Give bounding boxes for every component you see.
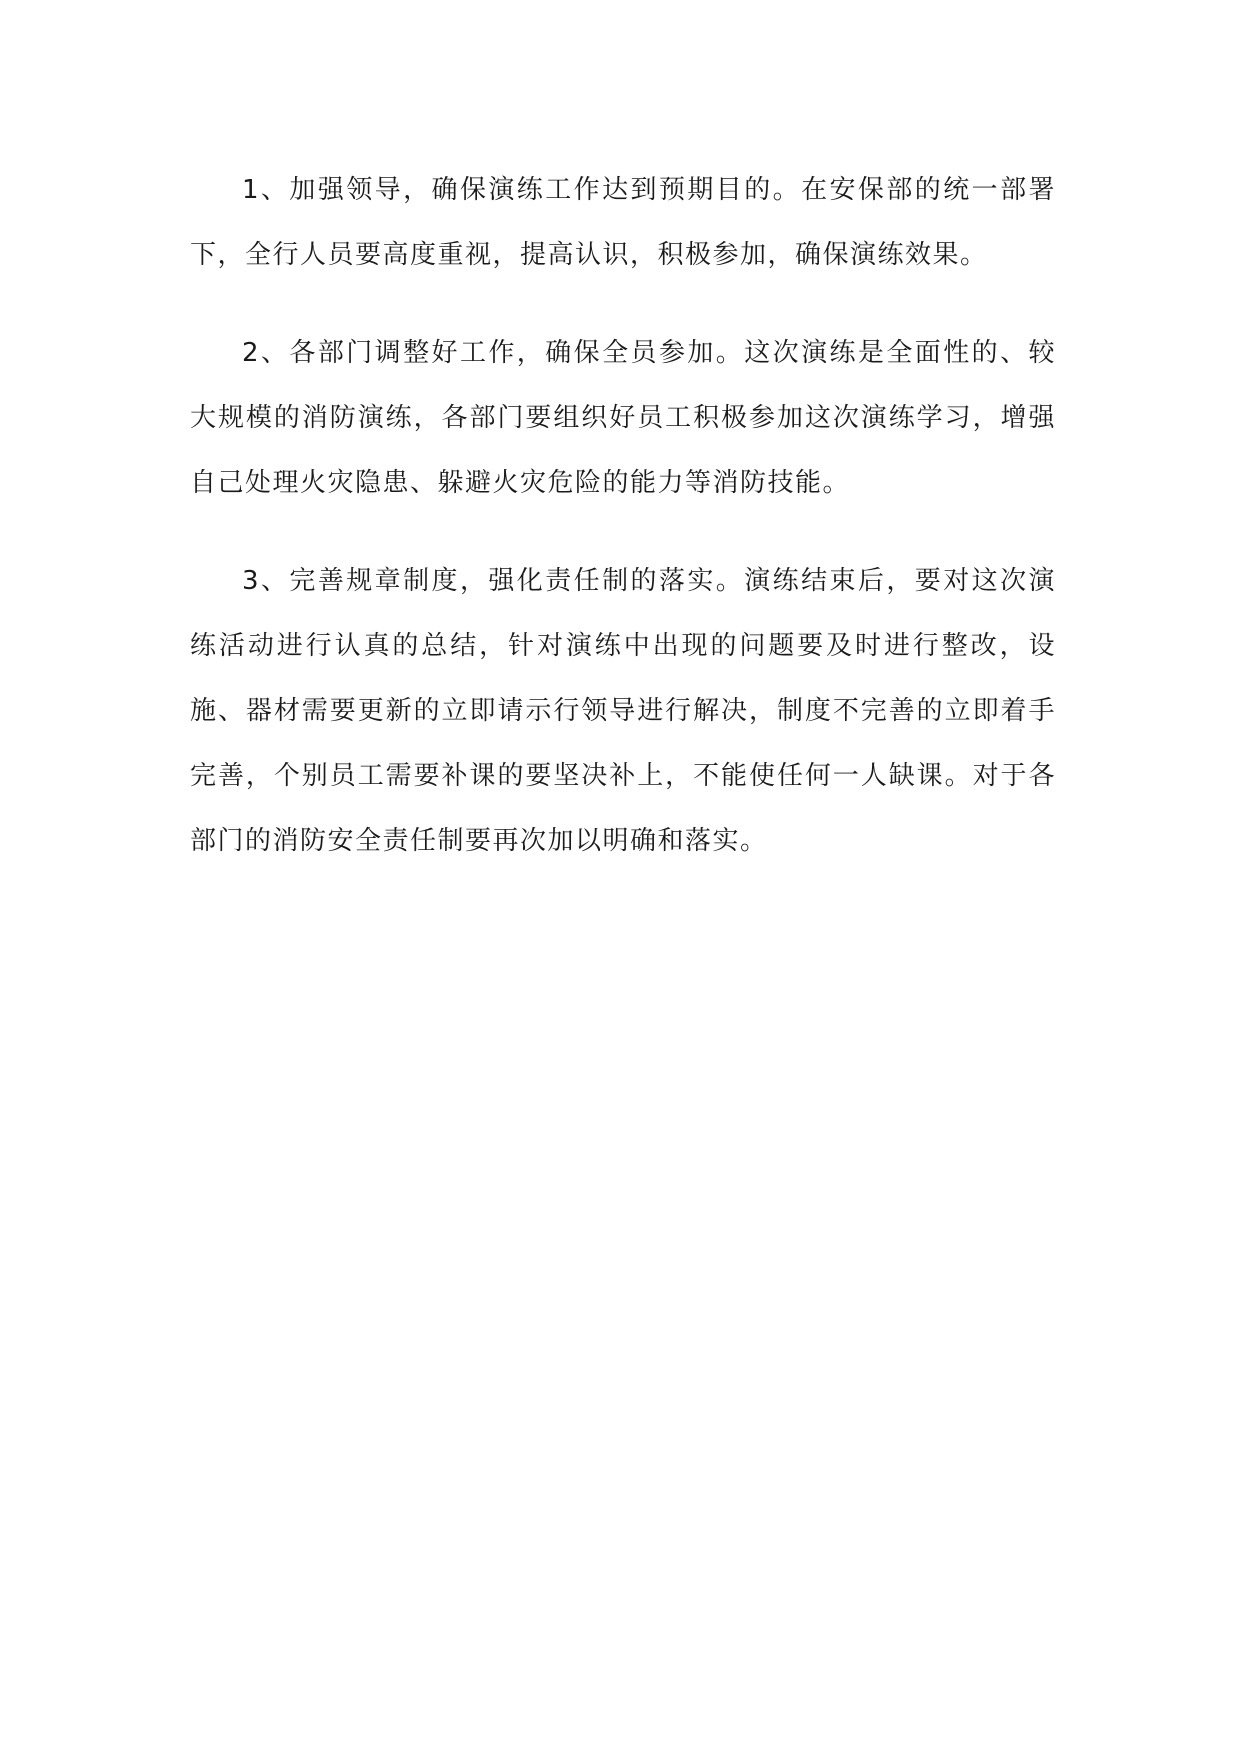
paragraph-3: 3、完善规章制度，强化责任制的落实。演练结束后，要对这次演练活动进行认真的总结，针对演练中出现的问题要及时进行整改，设施、器材需要更新的立即请示行领导进行解决，制度不完善的立即着手完善，个别员工需要补课的要坚决补上，不能使任何一人缺课。对于各部门的消防安全责任制要再次加以明确和落实。 bbox=[190, 566, 1056, 856]
paragraph-2: 2、各部门调整好工作，确保全员参加。这次演练是全面性的、较大规模的消防演练，各部门要组织好员工积极参加这次演练学习，增强自己处理火灾隐患、躲避火灾危险的能力等消防技能。 bbox=[190, 338, 1056, 498]
document-body bbox=[190, 158, 1056, 907]
paragraph-1: 1、加强领导，确保演练工作达到预期目的。在安保部的统一部署下，全行人员要高度重视，提高认识，积极参加，确保演练效果。 bbox=[190, 175, 1056, 270]
